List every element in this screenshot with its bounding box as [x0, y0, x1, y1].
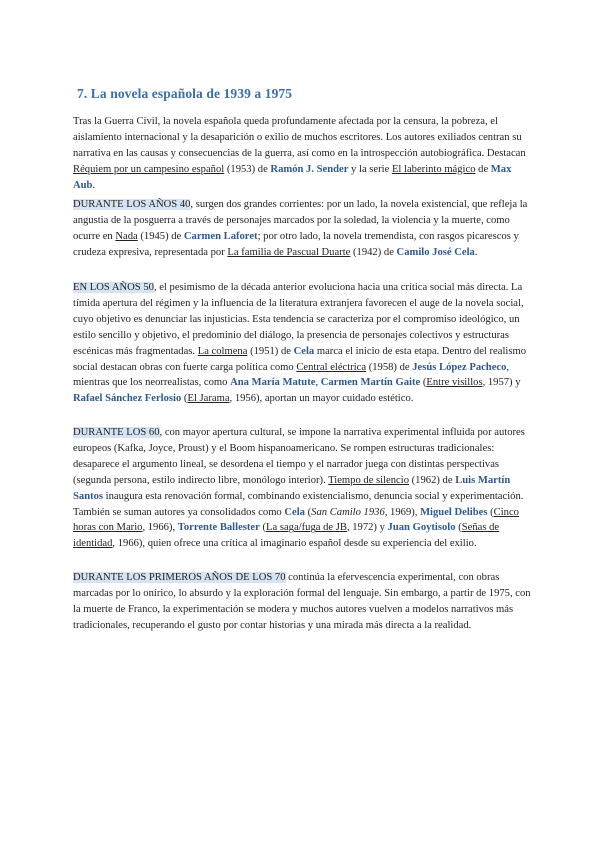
text-run: , surgen dos grandes corrientes: por un lado, la novela existencial, que refleja la angustia de la posguerra a través de personajes marcados por la soledad, la violencia y la muerte, como ocurre en: [73, 199, 528, 242]
author-name: Luis Martín Santos: [73, 474, 511, 502]
text-run: Tras la Guerra Civil, la novela española queda profundamente afectada por la censura, la pobreza, el aislamiento internacional y la desaparición o exilio de muchos escritores. Los autores exiliados centran su narrativa en las causas y consecuencias de la guerra, así como en la introspección autobiográfica. Destacan: [73, 116, 526, 159]
text-run: .: [92, 179, 96, 191]
work-title: Nada: [115, 230, 138, 242]
text-run: , 1956), aportan un mayor cuidado estético.: [229, 393, 414, 405]
text-run: , mientras que los neorrealistas, como: [73, 361, 510, 389]
text-run: , con mayor apertura cultural, se impone la narrativa experimental influida por autores europeos (Kafka, Joyce, Proust) y el Boom hispanoamericano. Se rompen estructuras tradicionales: desaparece el argumento lineal, se desordena el tiempo y el narrador juega con distintas perspectivas (segunda persona, estilo indirecto libre, monólogo interior).: [73, 427, 525, 486]
work-title: La saga/fuga de JB: [266, 522, 347, 534]
paragraph-40s: [73, 197, 531, 261]
text-run: (: [487, 506, 494, 518]
work-title: Entre visillos: [426, 377, 483, 389]
author-name: Max Aub: [73, 163, 512, 191]
author-name: Ramón J. Sender: [270, 163, 349, 175]
text-run: ,: [315, 377, 321, 389]
text-run: , 1969),: [384, 506, 421, 518]
work-title: La familia de Pascual Duarte: [227, 246, 351, 258]
text-run: , 1972) y: [346, 522, 388, 534]
author-name: Torrente Ballester: [177, 522, 260, 534]
text-run: (1945) de: [137, 230, 184, 242]
work-title: Central eléctrica: [296, 361, 367, 373]
period-highlight: DURANTE LOS AÑOS 40: [73, 199, 191, 210]
text-run: marca el inicio de esta etapa. Dentro del realismo social destacan obras con fuerte carga política como: [73, 345, 527, 373]
text-run: , 1966),: [142, 522, 178, 534]
work-title: Tiempo de silencio: [328, 474, 409, 486]
period-highlight: EN LOS AÑOS 50: [73, 282, 154, 293]
text-run: y la serie: [348, 163, 392, 175]
period-highlight: DURANTE LOS PRIMEROS AÑOS DE LOS 70: [73, 572, 286, 583]
text-run: (: [420, 377, 427, 389]
italic-title: San Camilo 1936: [311, 506, 385, 518]
author-name: Ana María Matute: [230, 377, 316, 389]
work-title: La colmena: [197, 345, 248, 357]
text-run: .: [474, 246, 478, 258]
work-title: El Jarama: [187, 393, 230, 405]
author-name: Cela: [293, 345, 315, 357]
text-run: (1962) de: [409, 474, 456, 486]
text-run: continúa la efervescencia experimental, con obras marcadas por lo onírico, lo absurdo y la exploración formal del lenguaje. Sin embargo, a partir de 1975, con la muerte de Franco, la experimentación se modera y muchos autores vuelven a modelos narrativos más tradicionales, recuperando el gusto por contar historias y una mirada más directa a la realidad.: [73, 572, 531, 631]
text-run: de: [475, 163, 491, 175]
author-name: Jesús López Pacheco: [412, 361, 507, 373]
paragraph-intro: [73, 114, 531, 194]
paragraph-50s: [73, 280, 531, 407]
paragraph-70s: [73, 570, 531, 634]
author-name: Carmen Martín Gaite: [320, 377, 421, 389]
text-run: , 1957) y: [482, 377, 521, 389]
text-run: (: [259, 522, 267, 534]
text-run: (: [455, 522, 462, 534]
work-title: Señas de identidad: [73, 522, 500, 550]
text-run: (: [304, 506, 312, 518]
author-name: Carmen Laforet: [183, 230, 258, 242]
text-run: (1942) de: [350, 246, 397, 258]
work-title: El laberinto mágico: [391, 163, 476, 175]
text-run: (1951) de: [247, 345, 294, 357]
author-name: Rafael Sánchez Ferlosio: [73, 393, 182, 405]
period-highlight: DURANTE LOS 60: [73, 427, 160, 438]
text-run: (1958) de: [366, 361, 413, 373]
paragraph-60s: [73, 425, 531, 552]
author-name: Juan Goytisolo: [387, 522, 456, 534]
text-run: inaugura esta renovación formal, combinando existencialismo, denuncia social y experimentación. También se suman autores ya consolidados como: [73, 490, 524, 518]
author-name: Cela: [284, 506, 305, 518]
section-title: 7. La novela española de 1939 a 1975: [77, 86, 293, 101]
text-run: (1953) de: [224, 163, 271, 175]
work-title: Réquiem por un campesino español: [73, 163, 225, 175]
text-run: ; por otro lado, la novela tremendista, con rasgos picarescos y crudeza expresiva, representada por: [73, 230, 519, 258]
work-title: Cinco horas con Mario: [73, 506, 519, 534]
author-name: Camilo José Cela: [396, 246, 475, 258]
text-run: , el pesimismo de la década anterior evoluciona hacia una crítica social más directa. La tímida apertura del régimen y la influencia de la literatura extranjera favorecen el auge de la novela social, cuyo objetivo es denunciar las injusticias. Esta tendencia se caracteriza por el compromiso ideológico, un estilo sencillo y objetivo, el predominio del diálogo, la presencia de personajes colectivos y estructuras escénicas más fragmentadas.: [73, 282, 524, 357]
author-name: Miguel Delibes: [420, 506, 488, 518]
text-run: , 1966), quien ofrece una crítica al imaginario español desde su experiencia del exilio.: [112, 538, 477, 550]
text-run: (: [181, 393, 188, 405]
